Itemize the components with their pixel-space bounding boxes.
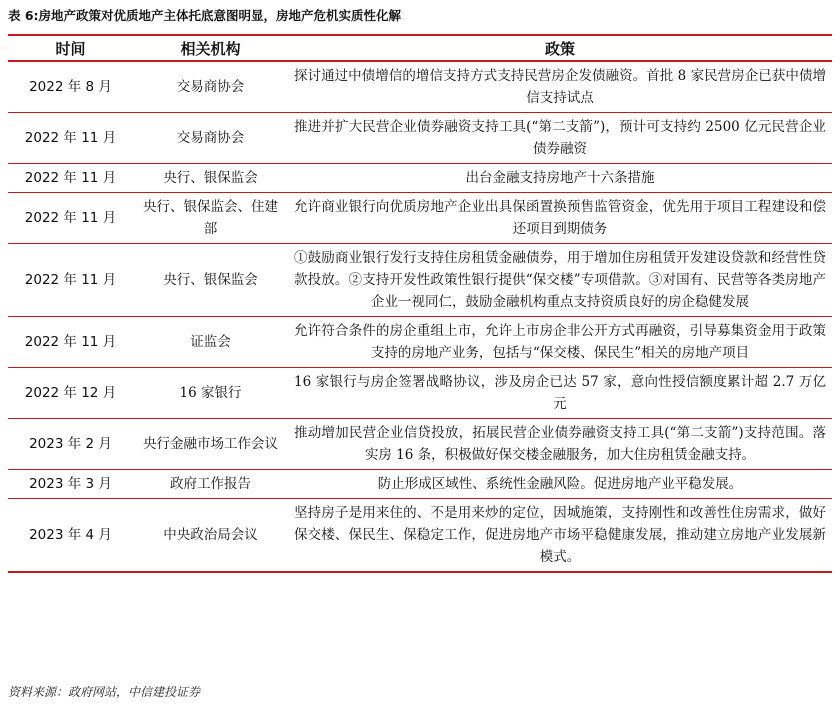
cell-policy: 探讨通过中债增信的增信支持方式支持民营房企发债融资。首批 8 家民营房企已获中债增信支持试点 <box>288 61 832 113</box>
cell-org: 央行金融市场工作会议 <box>133 419 288 470</box>
table-row <box>8 368 832 419</box>
header-policy: 政策 <box>288 35 832 61</box>
cell-policy: 防止形成区域性、系统性金融风险。促进房地产业平稳发展。 <box>288 470 832 499</box>
cell-time: 2023 年 4 月 <box>8 499 133 573</box>
cell-org: 央行、银保监会 <box>133 244 288 317</box>
cell-time: 2022 年 8 月 <box>8 61 133 113</box>
table-row <box>8 113 832 164</box>
cell-policy: ①鼓励商业银行发行支持住房租赁金融债券，用于增加住房租赁开发建设贷款和经营性贷款投放。②支持开发性政策性银行提供“保交楼”专项借款。③对国有、民营等各类房地产企业一视同仁，鼓励金融机构重点支持资质良好的房企稳健发展 <box>288 244 832 317</box>
cell-time: 2022 年 11 月 <box>8 244 133 317</box>
cell-time: 2022 年 11 月 <box>8 317 133 368</box>
cell-org: 16 家银行 <box>133 368 288 419</box>
cell-policy: 16 家银行与房企签署战略协议，涉及房企已达 57 家，意向性授信额度累计超 2.7 万亿元 <box>288 368 832 419</box>
table-title: 表 6:房地产政策对优质地产主体托底意图明显，房地产危机实质性化解 <box>8 8 402 23</box>
table-header-row <box>8 35 832 61</box>
cell-time: 2022 年 11 月 <box>8 193 133 244</box>
source-note: 资料来源：政府网站，中信建投证券 <box>8 685 201 699</box>
table-row <box>8 317 832 368</box>
cell-org: 央行、银保监会、住建部 <box>133 193 288 244</box>
table-row <box>8 164 832 193</box>
table-row <box>8 419 832 470</box>
table-row <box>8 193 832 244</box>
cell-policy: 出台金融支持房地产十六条措施 <box>288 164 832 193</box>
cell-org: 政府工作报告 <box>133 470 288 499</box>
table-row <box>8 499 832 573</box>
cell-policy: 允许符合条件的房企重组上市，允许上市房企非公开方式再融资，引导募集资金用于政策支持的房地产业务，包括与“保交楼、保民生”相关的房地产项目 <box>288 317 832 368</box>
cell-time: 2023 年 3 月 <box>8 470 133 499</box>
table-row <box>8 470 832 499</box>
cell-time: 2022 年 12 月 <box>8 368 133 419</box>
cell-policy: 坚持房子是用来住的、不是用来炒的定位，因城施策，支持刚性和改善性住房需求，做好保交楼、保民生、保稳定工作，促进房地产市场平稳健康发展，推动建立房地产业发展新模式。 <box>288 499 832 573</box>
policy-table <box>8 34 832 573</box>
cell-org: 证监会 <box>133 317 288 368</box>
header-org: 相关机构 <box>133 35 288 61</box>
table-row <box>8 61 832 113</box>
cell-org: 央行、银保监会 <box>133 164 288 193</box>
table-row <box>8 244 832 317</box>
cell-time: 2023 年 2 月 <box>8 419 133 470</box>
cell-policy: 推动增加民营企业信贷投放，拓展民营企业债券融资支持工具(“第二支箭”)支持范围。落实房 16 条，积极做好保交楼金融服务，加大住房租赁金融支持。 <box>288 419 832 470</box>
cell-time: 2022 年 11 月 <box>8 164 133 193</box>
cell-org: 中央政治局会议 <box>133 499 288 573</box>
cell-policy: 允许商业银行向优质房地产企业出具保函置换预售监管资金，优先用于项目工程建设和偿还项目到期债务 <box>288 193 832 244</box>
cell-org: 交易商协会 <box>133 113 288 164</box>
cell-time: 2022 年 11 月 <box>8 113 133 164</box>
header-time: 时间 <box>8 35 133 61</box>
cell-org: 交易商协会 <box>133 61 288 113</box>
cell-policy: 推进并扩大民营企业债券融资支持工具(“第二支箭”)，预计可支持约 2500 亿元民营企业债券融资 <box>288 113 832 164</box>
